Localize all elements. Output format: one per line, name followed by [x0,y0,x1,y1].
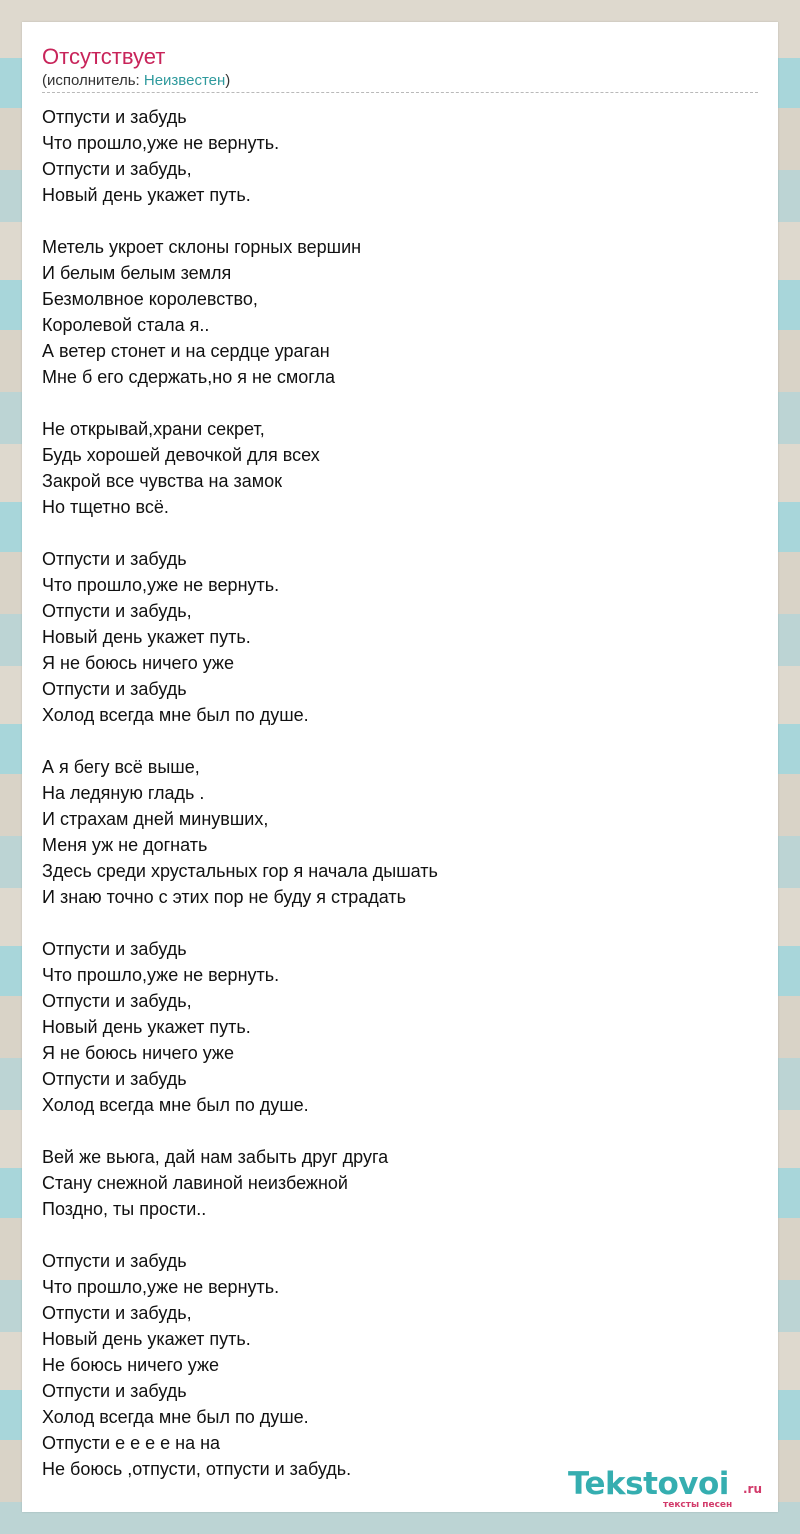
song-title: Отсутствует [42,44,166,69]
lyric-line: Я не боюсь ничего уже [42,1043,234,1063]
lyric-line: Отпусти и забудь [42,107,187,127]
lyric-line: Что прошло,уже не вернуть. [42,965,280,985]
lyric-line: Меня уж не догнать [42,835,208,855]
lyric-line: Поздно, ты прости.. [42,1199,207,1219]
lyric-line: А ветер стонет и на сердце ураган [42,341,330,361]
lyric-line: Безмолвное королевство, [42,289,258,309]
performer-line [42,72,230,89]
performer-suffix: ) [225,72,231,89]
lyric-line: Отпусти и забудь [42,1381,187,1401]
lyric-line: Холод всегда мне был по душе. [42,1095,309,1115]
logo-text: Tekstovoi [568,1466,729,1502]
lyric-line: Что прошло,уже не вернуть. [42,1277,280,1297]
stanza-break [42,520,758,546]
lyric-line: Отпусти и забудь, [42,1303,192,1323]
lyric-line: Новый день укажет путь. [42,627,251,647]
lyric-line: Что прошло,уже не вернуть. [42,575,280,595]
lyric-line: Отпусти е е е е на на [42,1433,221,1453]
lyric-line: Метель укроет склоны горных вершин [42,237,362,257]
lyric-line: Но тщетно всё. [42,497,169,517]
lyric-line: Мне б его сдержать,но я не смогла [42,367,335,387]
lyric-line: И страхам дней минувших, [42,809,269,829]
divider [42,92,758,93]
lyric-line: Отпусти и забудь [42,549,187,569]
lyric-line: И знаю точно с этих пор не буду я страдать [42,887,407,907]
stanza-break [42,728,758,754]
site-logo[interactable] [568,1466,778,1508]
lyric-line: Закрой все чувства на замок [42,471,283,491]
stanza-break [42,910,758,936]
lyric-line: Что прошло,уже не вернуть. [42,133,280,153]
lyrics-text [42,104,758,1482]
lyric-line: И белым белым земля [42,263,232,283]
lyric-line: Не боюсь ,отпусти, отпусти и забудь. [42,1459,352,1479]
performer-prefix: (исполнитель: [42,72,144,89]
lyric-line: Отпусти и забудь [42,939,187,959]
stanza-break [42,1118,758,1144]
lyric-line: Вей же вьюга, дай нам забыть друг друга [42,1147,389,1167]
lyric-line: Холод всегда мне был по душе. [42,705,309,725]
lyric-line: Новый день укажет путь. [42,185,251,205]
lyric-line: Не боюсь ничего уже [42,1355,220,1375]
lyric-line: Будь хорошей девочкой для всех [42,445,320,465]
stanza-break [42,208,758,234]
lyric-line: Королевой стала я.. [42,315,210,335]
logo-tagline: тексты песен [663,1500,733,1510]
lyric-line: На ледяную гладь . [42,783,205,803]
lyric-line: Холод всегда мне был по душе. [42,1407,309,1427]
performer-link[interactable]: Неизвестен [143,72,226,89]
lyric-line: Отпусти и забудь, [42,991,192,1011]
lyric-line: Новый день укажет путь. [42,1017,251,1037]
lyric-line: Отпусти и забудь, [42,601,192,621]
lyric-line: Стану снежной лавиной неизбежной [42,1173,348,1193]
lyric-line: Новый день укажет путь. [42,1329,251,1349]
stanza-break [42,1222,758,1248]
lyric-line: Не открывай,храни секрет, [42,419,265,439]
lyric-line: Здесь среди хрустальных гор я начала дышать [42,861,438,881]
logo-domain: .ru [743,1482,763,1496]
lyric-line: Я не боюсь ничего уже [42,653,234,673]
lyric-line: Отпусти и забудь, [42,159,192,179]
lyric-line: Отпусти и забудь [42,1069,187,1089]
lyrics-card [22,22,778,1512]
lyric-line: Отпусти и забудь [42,679,187,699]
lyric-line: А я бегу всё выше, [42,757,200,777]
stanza-break [42,390,758,416]
lyric-line: Отпусти и забудь [42,1251,187,1271]
